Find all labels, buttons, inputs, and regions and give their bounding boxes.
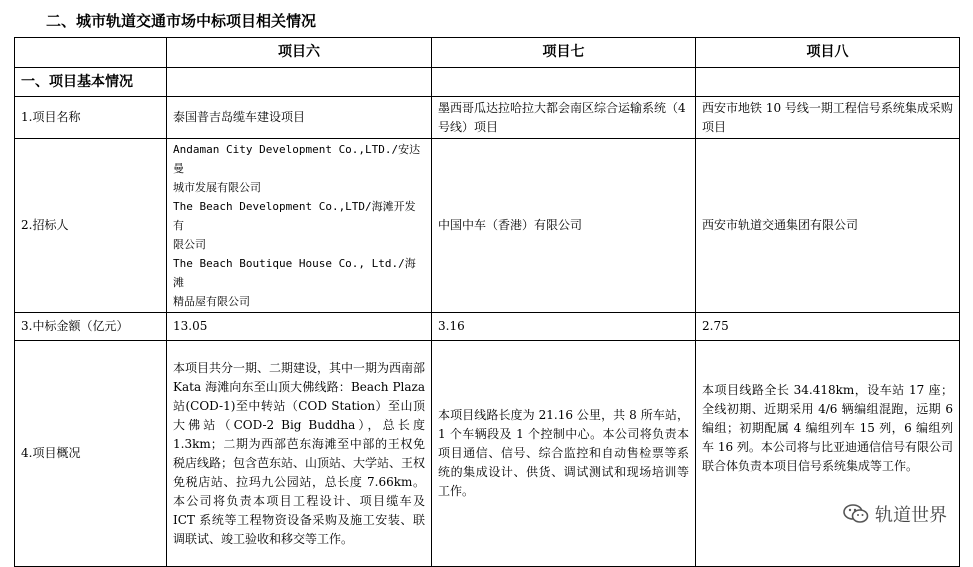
row-label-bidder: 2.招标人	[15, 139, 167, 313]
header-project-7: 项目七	[432, 38, 696, 68]
section-title: 一、项目基本情况	[15, 68, 167, 97]
cell-p7-amount: 3.16	[432, 313, 696, 341]
cell-p7-overview: 本项目线路长度为 21.16 公里，共 8 所车站，1 个车辆段及 1 个控制中心。本公司将负责本项目通信、信号、综合监控和自动售检票等系统的集成设计、供货、调试测试和现场培训等工作。	[432, 341, 696, 567]
section-cell-empty	[432, 68, 696, 97]
row-label-overview: 4.项目概况	[15, 341, 167, 567]
watermark	[843, 501, 947, 527]
row-label-amount: 3.中标金额（亿元）	[15, 313, 167, 341]
cell-p6-name: 泰国普吉岛缆车建设项目	[167, 97, 432, 139]
bidder-line: Andaman City Development Co.,LTD./安达曼	[173, 143, 421, 175]
section-cell-empty	[167, 68, 432, 97]
table-row-amount	[15, 313, 960, 341]
bidder-line: The Beach Development Co.,LTD/海滩开发有	[173, 200, 416, 232]
table-row-bidder	[15, 139, 960, 313]
header-project-8: 项目八	[696, 38, 960, 68]
cell-p7-bidder: 中国中车（香港）有限公司	[432, 139, 696, 313]
header-empty-cell	[15, 38, 167, 68]
document-heading: 二、城市轨道交通市场中标项目相关情况	[46, 12, 317, 30]
cell-p8-overview: 本项目线路全长 34.418km，设车站 17 座；全线初期、近期采用 4/6 辆编组混跑，远期 6 编组；初期配属 4 编组列车 15 列，6 编组列车 16 列。本公司将与比亚迪通信信号有限公司联合体负责本项目信号系统集成等工作。	[696, 341, 960, 567]
watermark-text: 轨道世界	[875, 505, 947, 526]
cell-p6-bidder	[167, 139, 432, 313]
bid-projects-table	[14, 37, 960, 567]
cell-p8-name: 西安市地铁 10 号线一期工程信号系统集成采购项目	[696, 97, 960, 139]
bidder-line: 限公司	[173, 238, 206, 251]
row-label-name: 1.项目名称	[15, 97, 167, 139]
table-row-name	[15, 97, 960, 139]
bidder-line: The Beach Boutique House Co., Ltd./海滩	[173, 257, 416, 289]
bidder-line: 精品屋有限公司	[173, 295, 250, 308]
header-project-6: 项目六	[167, 38, 432, 68]
table-row-overview	[15, 341, 960, 567]
section-row	[15, 68, 960, 97]
cell-p6-amount: 13.05	[167, 313, 432, 341]
cell-p7-name: 墨西哥瓜达拉哈拉大都会南区综合运输系统（4号线）项目	[432, 97, 696, 139]
cell-p6-overview: 本项目共分一期、二期建设，其中一期为西南部 Kata 海滩向东至山顶大佛线路：Beach Plaza 站(COD-1)至中转站（COD Station）至山顶大佛站（COD-2 Big Buddha），总长度 1.3km；二期为西部芭东海滩至中部的王权免税店线路；包含芭东站、山顶站、大学站、王权免税店站、拉玛九公园站，总长度 7.66km。本公司将负责本项目工程设计、项目缆车及 ICT 系统等工程物资设备采购及施工安装、联调联试、竣工验收和移交等工作。	[167, 341, 432, 567]
table-header-row	[15, 38, 960, 68]
chat-bubble-icon	[843, 503, 869, 525]
cell-p8-bidder: 西安市轨道交通集团有限公司	[696, 139, 960, 313]
section-cell-empty	[696, 68, 960, 97]
cell-p8-amount: 2.75	[696, 313, 960, 341]
bidder-line: 城市发展有限公司	[173, 181, 261, 194]
